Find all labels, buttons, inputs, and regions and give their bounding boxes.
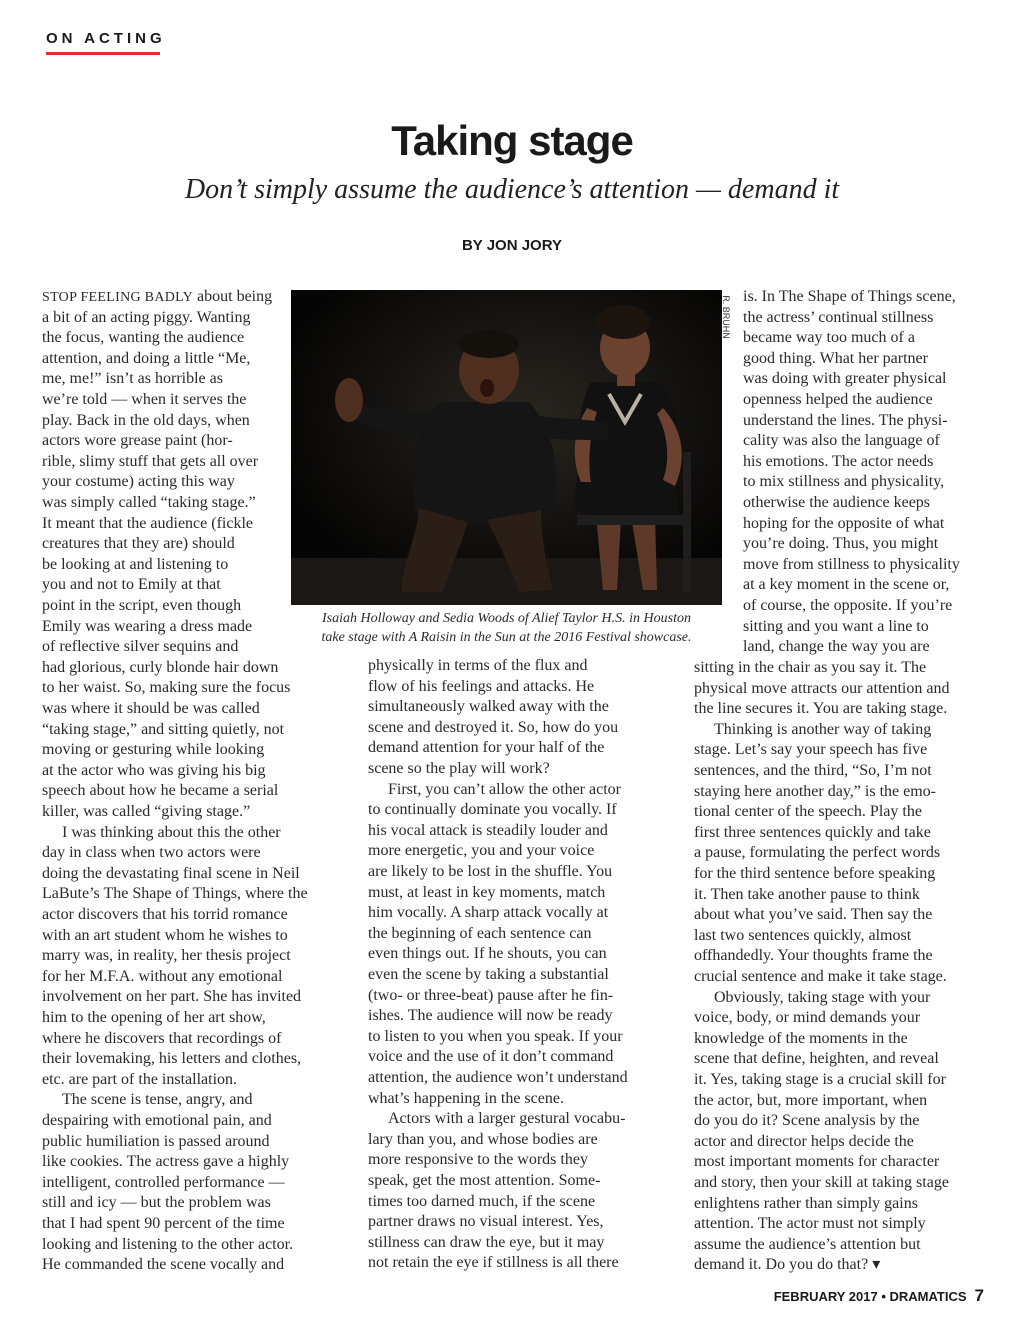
text-line: sitting and you want a line to <box>743 617 929 635</box>
text-line: simultaneously walked away with the <box>368 698 609 716</box>
text-line: looking and listening to the other actor. <box>42 1235 294 1253</box>
page-footer <box>0 1286 984 1306</box>
text-line: speak, get the most attention. Some- <box>368 1172 601 1189</box>
text-line: intelligent, controlled performance — <box>42 1173 285 1191</box>
text-line: their lovemaking, his letters and clothes, <box>42 1050 302 1068</box>
text-line: The scene is tense, angry, and <box>62 1091 253 1109</box>
lead-in: STOP FEELING BADLY <box>42 290 194 305</box>
text-line: day in class when two actors were <box>42 844 261 862</box>
page-number: 7 <box>974 1286 984 1305</box>
text-line: about what you’ve said. Then say the <box>694 906 933 924</box>
text-line: me, me!” isn’t as horrible as <box>42 370 223 388</box>
text-line: more energetic, you and your voice <box>368 842 595 860</box>
text-line: and story, then your skill at taking stage <box>694 1174 949 1191</box>
text-line: first three sentences quickly and take <box>694 823 931 841</box>
text-line: scene so the play will work? <box>368 760 550 777</box>
text-line: demand it. Do you do that? ▾ <box>694 1256 881 1274</box>
text-line: it. Yes, taking stage is a crucial skill for <box>694 1071 946 1088</box>
text-line: was where it should be was called <box>42 700 260 717</box>
text-line: understand the lines. The physi- <box>743 411 948 429</box>
text-line: knowledge of the moments in the <box>694 1029 908 1047</box>
text-line: the focus, wanting the audience <box>42 329 245 347</box>
text-line: his emotions. The actor needs <box>743 452 934 470</box>
text-line: Obviously, taking stage with your <box>714 988 931 1006</box>
text-line: do you do it? Scene analysis by the <box>694 1112 920 1130</box>
text-line: that I had spent 90 percent of the time <box>42 1215 285 1232</box>
text-line: openness helped the audience <box>743 391 933 408</box>
text-line: crucial sentence and make it take stage. <box>694 968 947 985</box>
text-line: we’re told — when it serves the <box>42 391 247 408</box>
article-subtitle: Don’t simply assume the audience’s attention — demand it <box>184 174 840 205</box>
text-line: to her waist. So, making sure the focus <box>42 679 291 697</box>
text-line: partner draws no visual interest. Yes, <box>368 1213 604 1231</box>
text-line: ishes. The audience will now be ready <box>368 1007 613 1025</box>
text-line: to listen to you when you speak. If your <box>368 1027 623 1045</box>
text-line: tional center of the speech. Play the <box>694 803 922 821</box>
text-line: was simply called “taking stage.” <box>42 494 256 511</box>
text-line: a bit of an acting piggy. Wanting <box>42 308 251 326</box>
text-line: is. In The Shape of Things scene, <box>743 288 956 305</box>
text-line: voice and the use of it don’t command <box>368 1048 614 1066</box>
text-line: sitting in the chair as you say it. The <box>694 659 927 676</box>
text-line: with an art student whom he wishes to <box>42 926 288 944</box>
text-line: had glorious, curly blonde hair down <box>42 658 279 676</box>
text-line: at the actor who was giving his big <box>42 761 266 779</box>
text-line: good thing. What her partner <box>743 349 928 367</box>
text-line: times too darned much, if the scene <box>368 1192 596 1210</box>
text-line: where he discovers that recordings of <box>42 1029 282 1047</box>
text-line: hoping for the opposite of what <box>743 514 945 532</box>
text-line: scene that define, heighten, and reveal <box>694 1050 939 1068</box>
text-line: cality was also the language of <box>743 432 940 450</box>
text-line: physical move attracts our attention and <box>694 679 950 697</box>
text-line: at a key moment in the scene or, <box>743 576 950 594</box>
byline: BY JON JORY <box>461 237 563 254</box>
text-line: more responsive to the words they <box>368 1151 588 1169</box>
text-line: of course, the opposite. If you’re <box>743 597 953 614</box>
article-title: Taking stage <box>391 117 633 164</box>
photo-caption-line1: Isaiah Holloway and Sedia Woods of Alief Taylor H.S. in Houston <box>322 611 691 626</box>
text-line: (two- or three-beat) pause after he fin- <box>368 986 614 1004</box>
text-line: etc. are part of the installation. <box>42 1070 238 1088</box>
text-line: be looking at and listening to <box>42 555 229 573</box>
text-line: despairing with emotional pain, and <box>42 1112 272 1129</box>
text-line: play. Back in the old days, when <box>42 411 250 429</box>
dropcap-line: STOP FEELING BADLY about being <box>42 288 273 305</box>
text-line: actor and director helps decide the <box>694 1132 914 1150</box>
text-line: He commanded the scene vocally and <box>42 1256 285 1274</box>
text-line: physically in terms of the flux and <box>368 657 588 674</box>
text-line: even the scene by taking a substantial <box>368 966 609 983</box>
text-line: what’s happening in the scene. <box>368 1089 564 1107</box>
text-line: attention. The actor must not simply <box>694 1215 926 1233</box>
text-line: are likely to be lost in the shuffle. You <box>368 863 613 880</box>
text-line: involvement on her part. She has invited <box>42 988 302 1006</box>
text-line: the line secures it. You are taking stage. <box>694 700 948 718</box>
text-line: enlightens rather than simply gains <box>694 1194 918 1212</box>
text-line: your costume) acting this way <box>42 473 235 491</box>
photo-credit: R. BRUHN <box>720 295 731 339</box>
text-line: doing the devastating final scene in Neil <box>42 864 300 882</box>
text-line: creatures that they are) should <box>42 535 235 553</box>
text-line: the actress’ continual stillness <box>743 308 934 326</box>
text-line: marry was, in reality, her thesis project <box>42 947 291 965</box>
text-line: still and icy — but the problem was <box>42 1194 271 1212</box>
text-line: move from stillness to physicality <box>743 555 960 573</box>
text-line: speech about how he became a serial <box>42 782 279 800</box>
text-line: most important moments for character <box>694 1153 940 1171</box>
text-line: not retain the eye if stillness is all there <box>368 1254 619 1272</box>
text-line: was doing with greater physical <box>743 370 947 388</box>
text-line: LaBute’s The Shape of Things, where the <box>42 885 308 903</box>
issue-label: FEBRUARY 2017 • DRAMATICS <box>773 1289 967 1304</box>
text-line: it. Then take another pause to think <box>694 885 920 903</box>
text-line: for the third sentence before speaking <box>694 865 936 882</box>
text-line: attention, and doing a little “Me, <box>42 349 251 367</box>
text-line: killer, was called “giving stage.” <box>42 803 251 820</box>
text-line: him to the opening of her art show, <box>42 1009 266 1026</box>
text-line: a pause, formulating the perfect words <box>694 844 941 862</box>
text-line: I was thinking about this the other <box>62 823 281 841</box>
text-line: land, change the way you are <box>743 638 930 656</box>
text-line: actor discovers that his torrid romance <box>42 906 288 923</box>
text-line: for her M.F.A. without any emotional <box>42 967 283 985</box>
text-line: sentences, and the third, “So, I’m not <box>694 762 932 779</box>
stage-photo-drawing <box>291 290 722 605</box>
stage-photo <box>291 290 722 605</box>
text-line: to continually dominate you vocally. If <box>368 801 617 819</box>
text-line: otherwise the audience keeps <box>743 494 931 511</box>
text-line: last two sentences quickly, almost <box>694 926 912 944</box>
text-line: stillness can draw the eye, but it may <box>368 1233 605 1251</box>
text-line: you and not to Emily at that <box>42 576 221 594</box>
text-line: “taking stage,” and sitting quietly, not <box>42 720 285 738</box>
text-line: his vocal attack is steadily louder and <box>368 821 608 839</box>
text-line: to mix stillness and physicality, <box>743 473 945 491</box>
text-line: moving or gesturing while looking <box>42 741 265 759</box>
photo-caption-line2: take stage with A Raisin in the Sun at the 2016 Festival showcase. <box>321 630 692 645</box>
text-line: offhandedly. Your thoughts frame the <box>694 947 933 965</box>
text-line: stage. Let’s say your speech has five <box>694 741 928 759</box>
text-line: demand attention for your half of the <box>368 739 605 757</box>
text-line: flow of his feelings and attacks. He <box>368 677 595 695</box>
text-line: lary than you, and whose bodies are <box>368 1130 598 1148</box>
text-line: of reflective silver sequins and <box>42 638 239 656</box>
text-line: scene and destroyed it. So, how do you <box>368 718 619 736</box>
text-line: actors wore grease paint (hor- <box>42 432 233 450</box>
text-line: voice, body, or mind demands your <box>694 1009 921 1027</box>
section-label: ON ACTING <box>46 30 166 47</box>
text-line: First, you can’t allow the other actor <box>388 780 621 798</box>
text-line: rible, slimy stuff that gets all over <box>42 452 259 470</box>
text-line: the actor, but, more important, when <box>694 1091 928 1109</box>
text-line: Actors with a larger gestural vocabu- <box>388 1110 626 1128</box>
text-line: assume the audience’s attention but <box>694 1235 921 1253</box>
text-line: like cookies. The actress gave a highly <box>42 1153 290 1171</box>
text-line: you’re doing. Thus, you might <box>743 535 939 553</box>
text-line: Emily was wearing a dress made <box>42 617 253 635</box>
text-line: It meant that the audience (fickle <box>42 514 254 532</box>
text-line: must, at least in key moments, match <box>368 883 606 901</box>
text-line: Thinking is another way of taking <box>714 720 932 738</box>
text-line: staying here another day,” is the emo- <box>694 782 936 800</box>
text-line: him vocally. A sharp attack vocally at <box>368 904 609 922</box>
text-line: the beginning of each sentence can <box>368 924 592 942</box>
text-line: became way too much of a <box>743 329 915 347</box>
text-line: attention, the audience won’t understand <box>368 1069 628 1086</box>
text-line: even things out. If he shouts, you can <box>368 945 607 963</box>
text-line: point in the script, even though <box>42 597 242 614</box>
section-rule <box>46 52 160 55</box>
text-line: public humiliation is passed around <box>42 1132 270 1150</box>
